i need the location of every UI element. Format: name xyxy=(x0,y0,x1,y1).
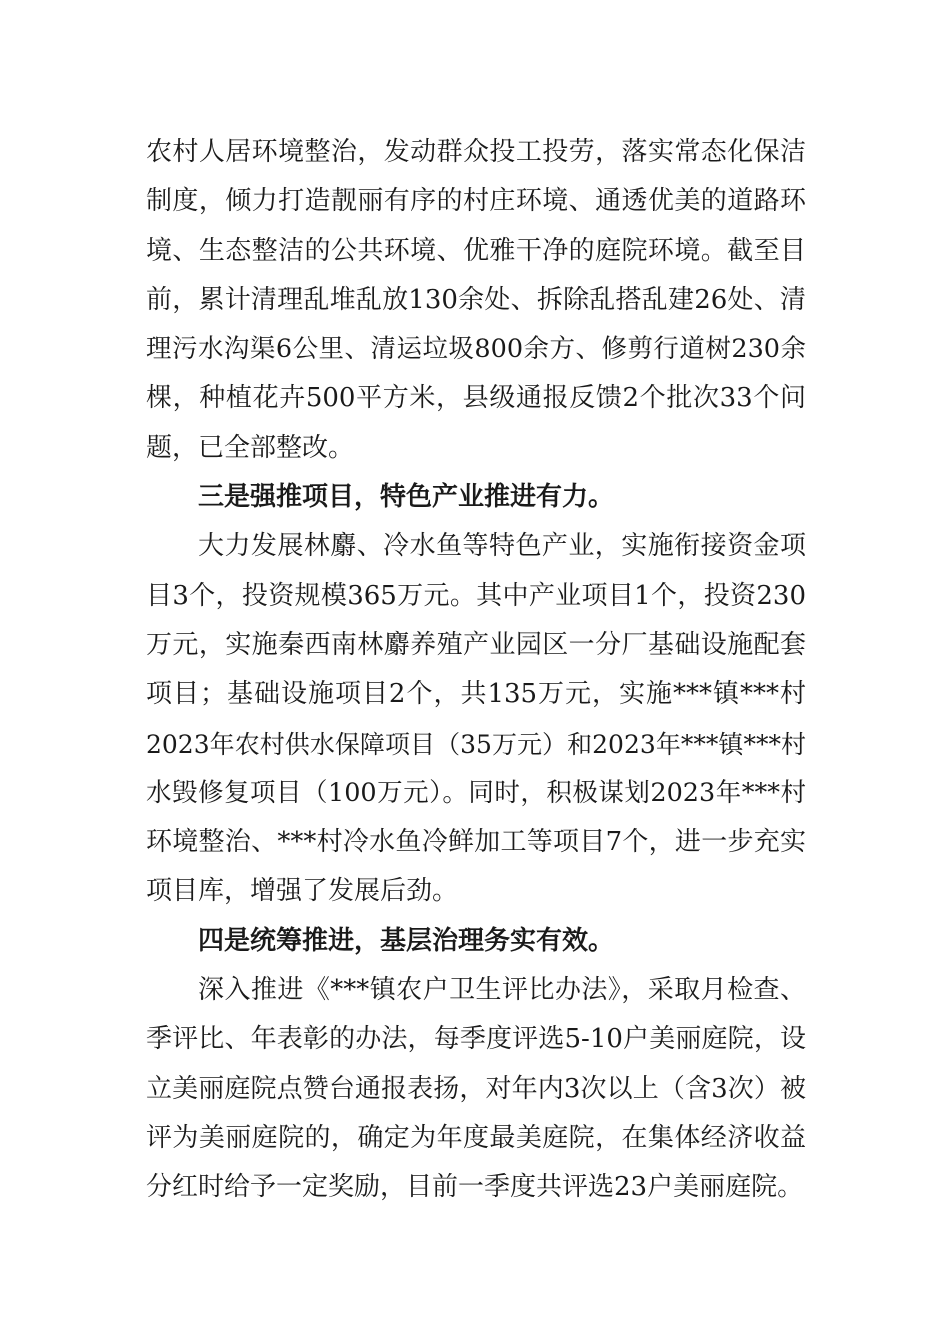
text-line: 水毁修复项目（100万元）。同时，积极谋划2023年***村 xyxy=(146,777,806,808)
text-line: 项目库，增强了发展后劲。 xyxy=(146,876,459,907)
text-line: 棵，种植花卉500平方米，县级通报反馈2个批次33个问 xyxy=(146,383,806,414)
text-line: 立美丽庭院点赞台通报表扬，对年内3次以上（含3次）被 xyxy=(146,1073,806,1104)
text-line: 深入推进《***镇农户卫生评比办法》，采取月检查、 xyxy=(198,975,806,1006)
text-line: 境、生态整洁的公共环境、优雅干净的庭院环境。截至目 xyxy=(146,235,806,266)
text-line: 万元，实施秦西南林麝养殖产业园区一分厂基础设施配套 xyxy=(146,629,806,660)
text-line: 理污水沟渠6公里、清运垃圾800余方、修剪行道树230余 xyxy=(146,334,806,365)
text-line: 制度，倾力打造靓丽有序的村庄环境、通透优美的道路环 xyxy=(146,186,806,217)
text-line: 农村人居环境整治，发动群众投工投劳，落实常态化保洁 xyxy=(146,137,806,167)
text-line: 季评比、年表彰的办法，每季度评选5-10户美丽庭院，设 xyxy=(146,1024,806,1055)
text-line: 2023年农村供水保障项目（35万元）和2023年***镇***村 xyxy=(146,729,806,759)
text-line: 分红时给予一定奖励，目前一季度共评选23户美丽庭院。 xyxy=(146,1172,804,1203)
text-line: 题，已全部整改。 xyxy=(146,432,355,463)
text-line: 目3个，投资规模365万元。其中产业项目1个，投资230 xyxy=(146,580,806,611)
text-line: 环境整治、***村冷水鱼冷鲜加工等项目7个，进一步充实 xyxy=(146,827,806,858)
text-line: 项目；基础设施项目2个，共135万元，实施***镇***村 xyxy=(146,679,806,710)
text-line: 前，累计清理乱堆乱放130余处、拆除乱搭乱建26处、清 xyxy=(146,284,806,315)
text-line: 大力发展林麝、冷水鱼等特色产业，实施衔接资金项 xyxy=(198,531,806,562)
section-heading: 四是统筹推进，基层治理务实有效。 xyxy=(198,925,615,956)
document-body xyxy=(146,128,806,1213)
text-line: 评为美丽庭院的，确定为年度最美庭院，在集体经济收益 xyxy=(146,1122,806,1153)
section-heading: 三是强推项目，特色产业推进有力。 xyxy=(198,482,615,513)
